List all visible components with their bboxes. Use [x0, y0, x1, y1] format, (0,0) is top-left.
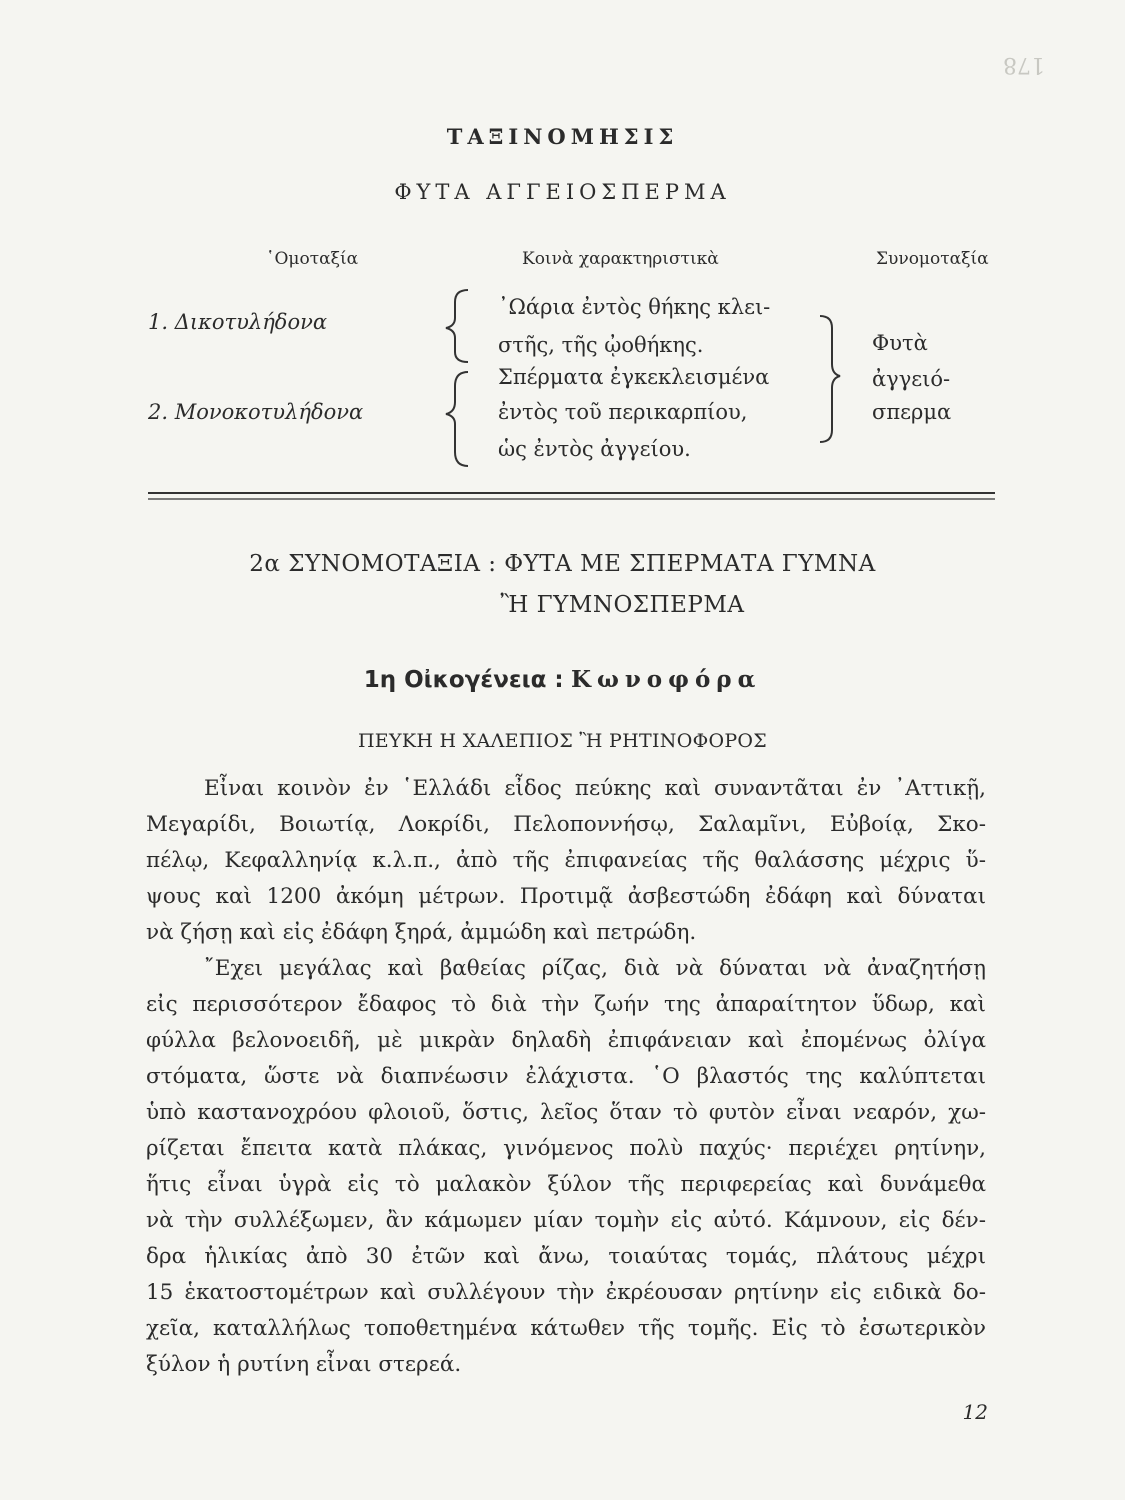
section-title-line1: 2α ΣΥΝΟΜΟΤΑΞΙΑ : ΦΥΤΑ ΜΕ ΣΠΕΡΜΑΤΑ ΓΥΜΝΑ: [249, 551, 876, 577]
body-line: χεῖα, καταλλήλως τοποθετημένα κάτωθεν τῆς τομῆς. Εἰς τὸ ἐσωτερικὸν: [146, 1316, 986, 1341]
body-line: ῎Εχει μεγάλας καὶ βαθείας ρίζας, διὰ νὰ δύναται νὰ ἀναζητήσῃ: [204, 956, 986, 981]
right-brace: [820, 316, 840, 442]
characteristic-line: ὡς ἐντὸς ἀγγείου.: [498, 437, 691, 461]
family-name: Κωνοφόρα: [570, 666, 762, 693]
table-header-characteristics: Κοινὰ χαρακτηριστικὰ: [522, 249, 719, 269]
table-header-subdivision: Συνομοταξία: [876, 249, 989, 269]
subdivision-line: σπερμα: [872, 400, 952, 424]
page-subtitle: ΦΥΤΑ ΑΓΓΕΙΟΣΠΕΡΜΑ: [394, 180, 731, 204]
table-header-class: ῾Ομοταξία: [266, 249, 359, 269]
characteristic-line: ἐντὸς τοῦ περικαρπίου,: [498, 400, 748, 424]
body-line: νὰ τὴν συλλέξωμεν, ἂν κάμωμεν μίαν τομὴν εἰς αὐτό. Κάμνουν, εἰς δέν-: [146, 1208, 986, 1233]
body-line: ψους καὶ 1200 ἀκόμη μέτρων. Προτιμᾷ ἀσβεστώδη ἐδάφη καὶ δύναται: [146, 884, 986, 909]
body-line: Μεγαρίδι, Βοιωτίᾳ, Λοκρίδι, Πελοποννήσῳ, Σαλαμῖνι, Εὐβοίᾳ, Σκο-: [146, 812, 986, 837]
body-line: φύλλα βελονοειδῆ, μὲ μικρὰν δηλαδὴ ἐπιφάνειαν καὶ ἐπομένως ὀλίγα: [146, 1028, 986, 1053]
body-line: 15 ἑκατοστομέτρων καὶ συλλέγουν τὴν ἐκρέουσαν ρητίνην εἰς ειδικὰ δο-: [146, 1280, 986, 1305]
body-line: ἥτις εἶναι ὑγρὰ εἰς τὸ μαλακὸν ξύλον τῆς περιφερείας καὶ δυνάμεθα: [146, 1172, 986, 1197]
characteristic-line: ᾿Ωάρια ἐντὸς θήκης κλει-: [498, 295, 771, 319]
page-title: ΤΑΞΙΝΟΜΗΣΙΣ: [446, 124, 679, 149]
section-title-line2: Ἢ ΓΥΜΝΟΣΠΕΡΜΑ: [500, 592, 745, 618]
body-line: ρίζεται ἔπειτα κατὰ πλάκας, γινόμενος πολὺ παχύς· περιέχει ρητίνην,: [146, 1136, 986, 1161]
bleed-through-page-number: 178: [1003, 52, 1045, 77]
subdivision-line: ἀγγειό-: [872, 367, 951, 391]
family-heading: [0, 666, 1125, 693]
family-label: 1η Οἰκογένεια :: [363, 667, 564, 693]
body-line: δρα ἡλικίας ἀπὸ 30 ἐτῶν καὶ ἄνω, τοιαύτας τομάς, πλάτους μέχρι: [146, 1244, 986, 1269]
subdivision-line: Φυτὰ: [872, 331, 928, 355]
species-heading: ΠΕΥΚΗ Η ΧΑΛΕΠΙΟΣ Ἢ ΡΗΤΙΝΟΦΟΡΟΣ: [357, 730, 768, 752]
taxon-dicotyledons: 1. Δικοτυλήδονα: [148, 310, 328, 334]
characteristic-line: στῆς, τῆς ᾠοθήκης.: [498, 333, 704, 357]
body-line: ὑπὸ καστανοχρόου φλοιοῦ, ὅστις, λεῖος ὅταν τὸ φυτὸν εἶναι νεαρόν, χω-: [146, 1100, 986, 1125]
page-number: 12: [962, 1400, 988, 1424]
body-line: εἰς περισσότερον ἔδαφος τὸ διὰ τὴν ζωήν της ἀπαραίτητον ὕδωρ, καὶ: [146, 992, 986, 1017]
left-brace-1: [446, 290, 468, 362]
body-line: νὰ ζήσῃ καὶ εἰς ἐδάφη ξηρά, ἀμμώδη καὶ πετρώδη.: [146, 920, 697, 945]
taxon-monocotyledons: 2. Μονοκοτυλήδονα: [148, 400, 364, 424]
body-line: Εἶναι κοινὸν ἐν ῾Ελλάδι εἶδος πεύκης καὶ συναντᾶται ἐν ᾿Αττικῇ,: [204, 776, 986, 801]
body-line: στόματα, ὥστε νὰ διαπνέωσιν ἐλάχιστα. ῾Ο βλαστός της καλύπτεται: [146, 1064, 986, 1089]
left-brace-2: [446, 372, 468, 466]
body-line: πέλῳ, Κεφαλληνίᾳ κ.λ.π., ἀπὸ τῆς ἐπιφανείας τῆς θαλάσσης μέχρις ὕ-: [146, 848, 986, 873]
characteristic-line: Σπέρματα ἐγκεκλεισμένα: [498, 365, 770, 389]
body-line: ξύλον ἡ ρυτίνη εἶναι στερεά.: [146, 1352, 462, 1377]
